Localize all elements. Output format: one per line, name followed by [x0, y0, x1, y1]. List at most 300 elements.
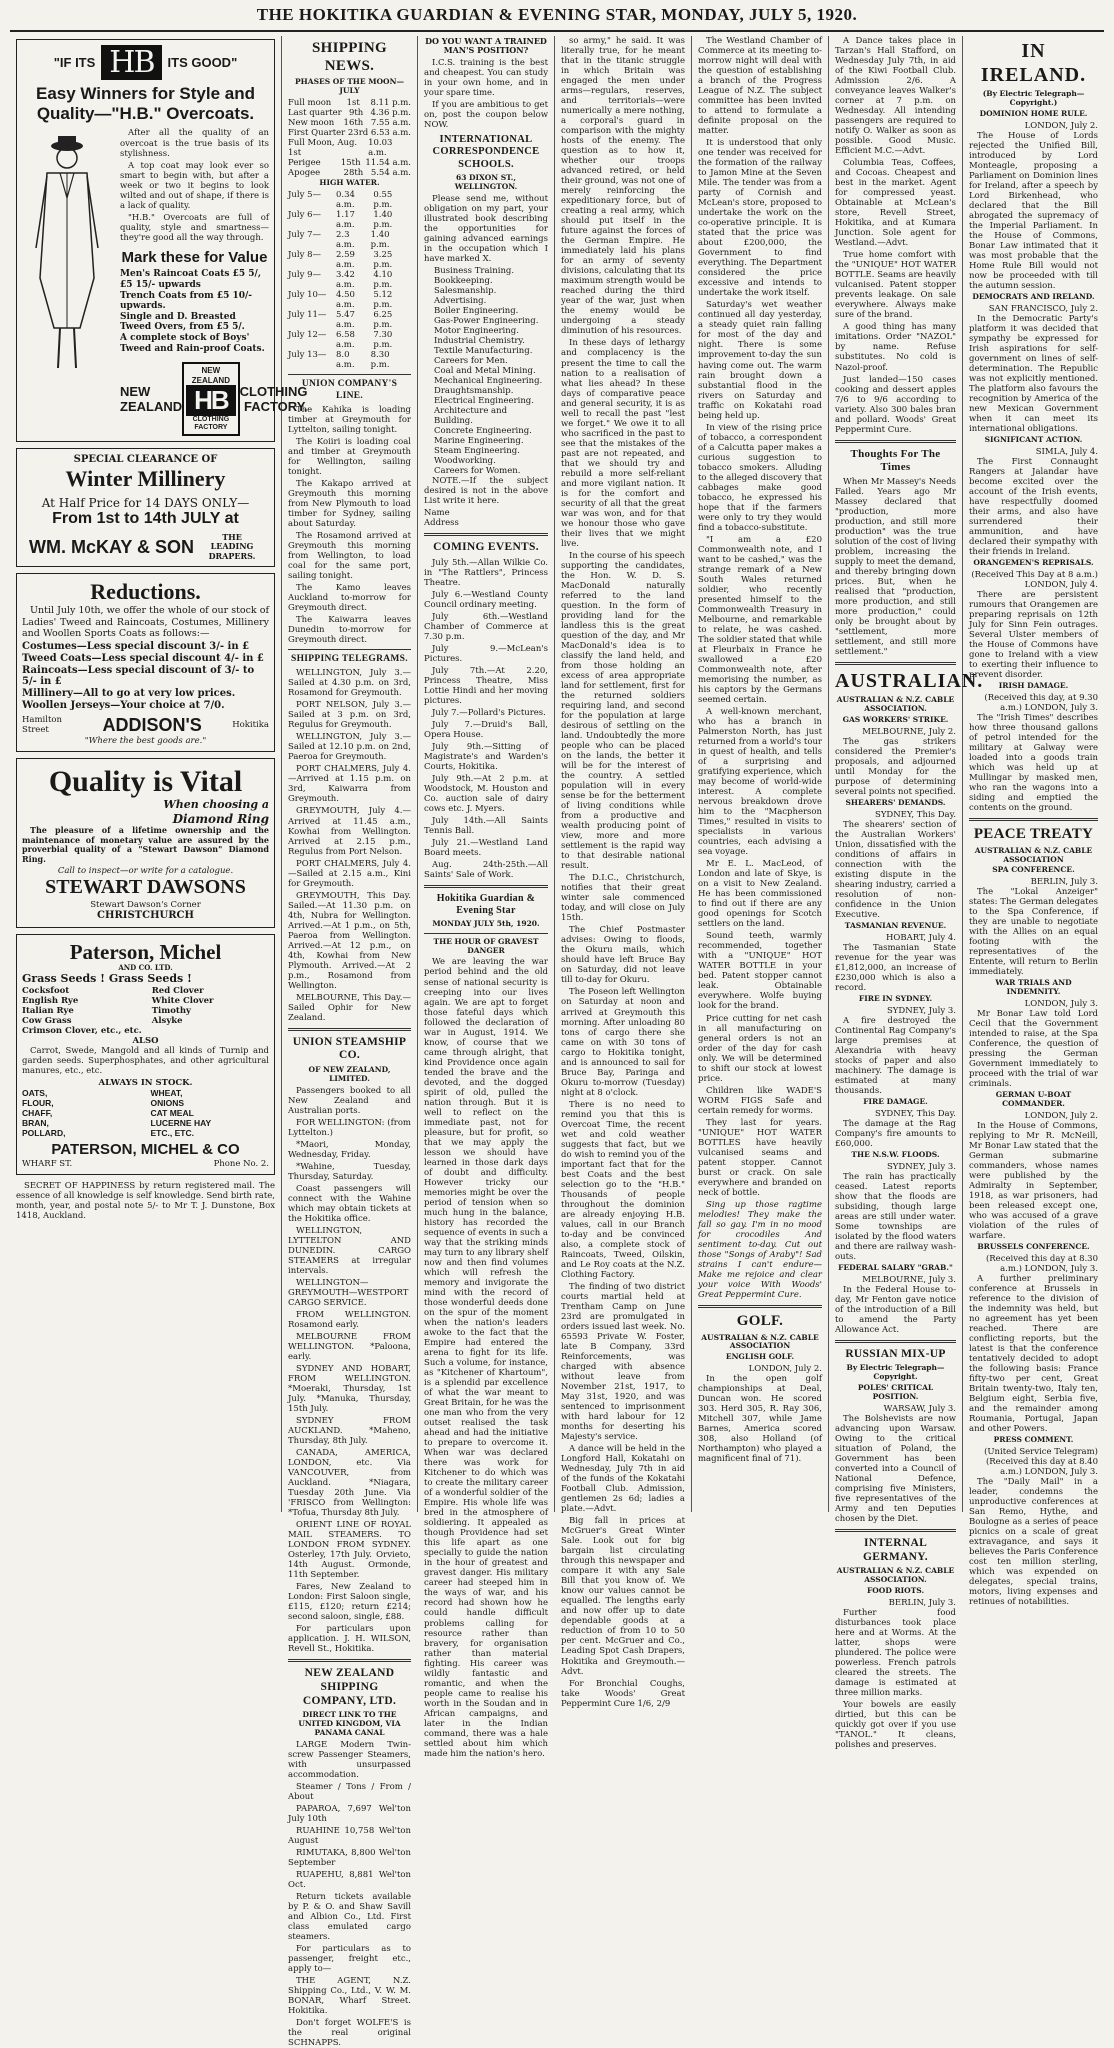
- story-date: SYDNEY, July 3.: [886, 1161, 956, 1172]
- moon-row: New moon 16th 7.55 a.m.: [288, 118, 411, 129]
- germany-sub: AUSTRALIAN & N.Z. CABLE ASSOCIATION.: [836, 1566, 955, 1584]
- news-paragraph: The D.I.C., Christchurch, notifies that their great winter sale commenced today, and will close on July 15th.: [561, 873, 685, 924]
- story-date: MELBOURNE, July 2.: [862, 726, 956, 737]
- course-item[interactable]: Woodworking.: [434, 456, 496, 467]
- stewart-dawson-ad: [16, 758, 275, 928]
- stock-item: FLOUR,: [22, 1097, 54, 1108]
- paterson-firm: Paterson, Michel: [69, 939, 222, 964]
- news-paragraph: The Westland Chamber of Commerce at its meeting to-morrow night will deal with the question of establishing a branch of the Progress League of N.Z. The subject committee has been invited to attend to formulate a definite proposal on the matter.: [698, 36, 822, 137]
- hb-title: Easy Winners for Style and Quality—"H.B." Overcoats.: [35, 84, 256, 124]
- peace-treaty-sub: AUSTRALIAN & N.Z. CABLE ASSOCIATION: [974, 845, 1093, 864]
- story-body: Mr Bonar Law told Lord Cecil that the Government intended to raise, at the Spa Conference, the question of pressing the German Government immediately to proceed with the trial of war criminals.: [969, 1009, 1098, 1090]
- news-verse: Sing up those ragtime melodies! They make the fall so gay. I'm in no mood for crocodiles And sentiment to-day. Cut out those "Songs of Araby"! Sad strains I can't endure—Make me rejoice and clear your voice With Woods' Great Peppermint Cure.: [698, 1199, 822, 1300]
- russian-title: POLES' CRITICAL POSITION.: [857, 1383, 934, 1401]
- nz-shipping-sub: DIRECT LINK TO THE UNITED KINGDOM, VIA PANAMA CANAL: [298, 1710, 401, 1737]
- event-item: July 21.—Westland Land Board meets.: [424, 838, 548, 859]
- steamship-item: CANADA, AMERICA, LONDON, etc. Via VANCOUVER, from Auckland. *Niagara, Tuesday 20th June. Via 'FRISCO from Wellington: *Tofua, Thursday 8th July.: [288, 1448, 411, 1519]
- germany-heading: INTERNAL GERMANY.: [863, 1536, 928, 1563]
- hb-overcoats-ad: [16, 39, 308, 442]
- paterson-carrots: Carrot, Swede, Mangold and all kinds of Turnip and garden seeds. Superphosphates, and other agricultural manures, etc., etc.: [22, 1045, 269, 1076]
- ireland-sub: (By Electric Telegraph—Copyright.): [982, 89, 1085, 108]
- moon-row: Full Moon, Aug. 1st 10.03 a.m.: [288, 138, 393, 159]
- ics-note: NOTE.—If the subject desired is not in the above List write it here.: [424, 476, 548, 507]
- quality-corner: Stewart Dawson's Corner: [90, 899, 201, 910]
- stock-item: WHEAT,: [150, 1087, 183, 1098]
- story-heading: THE N.S.W. FLOODS.: [851, 1149, 940, 1159]
- stock-item: BRAN,: [22, 1117, 49, 1128]
- seed-item: Alsyke: [151, 1015, 183, 1026]
- paterson-phone: Phone No. 2.: [213, 1158, 269, 1169]
- millinery-line-3: At Half Price for 14 DAYS ONLY—: [41, 496, 250, 511]
- steamship-item: ORIENT LINE OF ROYAL MAIL STEAMERS. TO LONDON FROM SYDNEY. Osterley, 17th July. Orvieto, 14th August. Ormonde, 11th September.: [288, 1520, 411, 1581]
- golf-title: ENGLISH GOLF.: [725, 1352, 795, 1362]
- paterson-co: AND CO. LTD.: [118, 963, 173, 973]
- seed-item: White Clover: [151, 995, 214, 1006]
- secret-of-happiness-ad: SECRET OF HAPPINESS by return registered mail. The essence of all knowledge is self knowledge. Send birth rate, month, year, and postal note 5/- to Mr T. J. Dunstone, Box 1418, Auckland.: [16, 1180, 275, 1221]
- hb-paragraph-3: "H.B." Overcoats are full of quality, style and smartness—they're good all the way through.: [120, 212, 269, 243]
- steamship-item: SYDNEY AND HOBART, FROM WELLINGTON. *Moeraki, Thursday, 1st July. *Manuka, Thursday, 15th July.: [288, 1364, 411, 1415]
- column-ics-editorial: [418, 36, 555, 1759]
- high-water-table: [288, 190, 411, 370]
- hb-badge-bottom: CLOTHING FACTORY: [192, 415, 230, 432]
- course-item[interactable]: Coal and Metal Mining.: [434, 366, 536, 377]
- columns: [10, 36, 1104, 2048]
- nz-shipping-item: RUAPEHU, 8,881 Wel'ton Oct.: [288, 1869, 411, 1890]
- news-paragraph: Big fall in prices at McGruer's Great Winter Sale. Look out for big bargain list circulating through this newspaper and compare it with any Sale Bill that you know of. We know our values cannot be equalled. The lengths early and now offer up to date dependable goods at a reduction of from 10 to 50 per cent. McGruer and Co., Leading Spot Cash Drapers, Hokitika and Greymouth.—Advt.: [561, 1516, 685, 1677]
- nz-shipping-item: For particulars as to passenger, freight etc., apply to—: [288, 1943, 411, 1975]
- hb-value-1: Men's Raincoat Coats £5 5/, £5 15/- upwards: [120, 269, 261, 290]
- story-heading: DOMINION HOME RULE.: [979, 108, 1088, 118]
- australian-heading: AUSTRALIAN.: [835, 669, 984, 692]
- event-item: July 9th.—At 2 p.m. at Woodstock, M. Houston and Co. auction sale of dairy cows etc. J. Myers.: [424, 774, 548, 815]
- reductions-firm: ADDISON'S: [102, 714, 202, 735]
- paterson-footer: PATERSON, MICHEL & CO: [51, 1140, 240, 1158]
- thoughts-heading: Thoughts For The Times: [850, 447, 941, 473]
- course-item[interactable]: Salesmanship.: [434, 285, 497, 296]
- telegram-item: WELLINGTON, July 3.—Sailed at 4.30 p.m. on 3rd, Rosamond for Greymouth.: [288, 668, 411, 699]
- stock-item: ETC., ETC.: [150, 1127, 194, 1138]
- news-paragraph: It is understood that only one tender was received for the formation of the railway to Jamon Mine at the Seven Mile. The tender was from a party of Cornish and McLean's store, proposed to undertake the work on the co-operative principle. It is stated that the price was about £200,000, the Government to find everything. The Department considered the price excessive and intends to undertake the work itself.: [698, 138, 822, 299]
- shipping-item: The Kamo leaves Auckland to-morrow for Greymouth direct.: [288, 582, 411, 614]
- story-body: The House of Lords rejected the Unified Bill, introduced by Lord Monteagle, proposing a Parliament on Dominion lines for Ireland, after a speech by Lord Birkenhead, who declared that the Bill abrogated the supremacy of the Imperial Parliament. In the House of Commons, Bonar Law intimated that it was most probable that the Home Rule Bill would not now be proceeded with till the autumn session.: [969, 130, 1098, 291]
- story-heading: SIGNIFICANT ACTION.: [984, 435, 1083, 445]
- story-body: The rain has practically ceased. Latest reports show that the floods are subsiding, though large areas are still under water. Some townships are isolated by the flood waters and there are railway wash-outs.: [835, 1171, 956, 1262]
- column-news-3: [829, 36, 984, 1750]
- wolfe-schnapps-ad: Don't forget WOLFE'S is the real original SCHNAPPS.: [288, 2018, 411, 2048]
- russian-date: WARSAW, July 3.: [883, 1403, 956, 1414]
- story-heading: TASMANIAN REVENUE.: [844, 921, 947, 931]
- seed-item: Cow Grass: [22, 1015, 72, 1026]
- tanol-ad: Your bowels are easily dirtied, but this can be quickly got over if you use "TANOL." It cleans, polishes and preserves.: [835, 1699, 956, 1750]
- paterson-also: ALSO: [132, 1035, 159, 1046]
- story-body: In the Federal House to-day, Mr Fenton gave notice of the introduction of a Bill to amend the Party Allowance Act.: [835, 1284, 956, 1335]
- news-paragraph: A good thing has many imitations. Order "NAZOL" by name. Refuse substitutes. No cold is Nazol-proof.: [835, 322, 956, 373]
- high-water-heading: HIGH WATER.: [319, 178, 380, 188]
- masthead: THE HOKITIKA GUARDIAN & EVENING STAR, MONDAY, JULY 5, 1920.: [10, 0, 1104, 32]
- steamship-item: For particulars upon application. J. H. WILSON, Revell St., Hokitika.: [288, 1624, 411, 1655]
- reductions-location-right: Hokitika: [232, 720, 269, 731]
- column-adverts: [10, 36, 308, 1512]
- high-water-row: July 11— 5.47 a.m. 6.25 p.m.: [288, 310, 393, 331]
- news-paragraph: so army," he said. It was literally true, for he meant that in the titanic struggle in which Britain was engaged the men under arms—regulars, reserves, and territorials—were numerically a mere nothing, a corporal's guard in comparison with the mighty hosts of the enemy. The question as to how it, whether our troops advanced retired, or held their ground, was not one of merely reinforcing the expeditionary force, but of creating a real army, which should put itself in the future against the forces of the German Empire. He immediately laid his plans for an army of seventy divisions, calculating that its maximum strength would be reached during the third year of the war, just when the enemy would be undergoing a steady diminution of his resources.: [561, 36, 686, 337]
- hb-paragraph-2: A top coat may look ever so smart to begin with, but after a week or two it begins to look wilted and out of shape, if there is a lack of quality.: [120, 160, 269, 211]
- story-date: SIMLA, July 4.: [1035, 446, 1098, 457]
- story-date: (Received this day, at 9.30 a.m.) LONDON, July 3.: [984, 692, 1098, 713]
- hb-value-4: A complete stock of Boys' Tweed and Rain-proof Coats.: [120, 333, 265, 354]
- banner-right: ITS GOOD": [167, 55, 238, 71]
- course-item[interactable]: Architecture and Building.: [434, 406, 508, 427]
- germany-body: Further food disturbances took place here and at Worms. At the latter, shops were plundered. The police were powerless. French patrols cleared the streets. The damage is estimated at three million marks.: [835, 1607, 956, 1698]
- course-item[interactable]: Careers for Women.: [434, 466, 521, 477]
- telegram-item: PORT NELSON, July 3.—Sailed at 3 p.m. on 3rd, Regulus for Greymouth.: [288, 700, 411, 731]
- hb-banner: [22, 45, 269, 80]
- nz-shipping-item: THE AGENT, N.Z. Shipping Co., Ltd., V. W. M. BONAR, Wharf Street. Hokitika.: [288, 1976, 411, 2017]
- nz-shipping-item: RUAHINE 10,758 Wel'ton August: [288, 1825, 411, 1846]
- telegram-item: WELLINGTON, July 3.—Sailed at 12.10 p.m. on 2nd, Paeroa for Greymouth.: [288, 732, 411, 763]
- reductions-location-left: Hamilton Street: [22, 715, 62, 736]
- ics-intro: I.C.S. training is the best and cheapest. You can study in your own home, and in your spare time.: [424, 57, 548, 98]
- news-paragraph: A Dance takes place in Tarzan's Hall Stafford, on Wednesday July 7th, in aid of the Kiwi Football Club. Admission 2/6. A conveyance leaves Walker's corner at 7 p.m. on Wednesday. All intending passengers are required to notify O. Walker as soon as possible. Good Music. Efficient M.C.—Advt.: [835, 36, 956, 157]
- course-item[interactable]: Business Training.: [434, 265, 515, 276]
- hb-footer: [120, 362, 308, 436]
- reductions-item-2: Tweed Coats—Less special discount 4/- in £: [22, 652, 264, 664]
- millinery-firm: WM. McKAY & SON: [28, 536, 195, 557]
- ics-body: Please send me, without obligation on my part, your illustrated book describing the opportunities for gaining advanced earnings in the occupation which I have marked X.: [424, 193, 548, 264]
- quality-body: The pleasure of a lifetime ownership and the maintenance of monetary value are assured by the proverbial quality of a "Stewart Dawson" Diamond Ring.: [22, 825, 269, 864]
- course-item[interactable]: Industrial Chemistry.: [434, 336, 525, 347]
- reductions-intro: Until July 10th, we offer the whole of our stock of Ladies' Tweed and Raincoats, Costumes, Millinery and Woollen Sports Coats as follows:—: [22, 605, 269, 639]
- course-item[interactable]: Bookkeeping.: [434, 275, 493, 286]
- ireland-heading: IN IRELAND.: [980, 40, 1087, 86]
- news-paragraph: The Poseon left Wellington on Saturday at noon and arrived at Greymouth this morning. After unloading 80 tons of cargo there she came on with 30 tons of cargo to Hokitika tonight, and is announced to sail for Bruce Bay, Paringa and Okuru to-morrow (Tuesday) night at 8 o'clock.: [561, 987, 685, 1098]
- course-item[interactable]: Steam Engineering.: [434, 446, 520, 457]
- thoughts-body: When Mr Massey's Needs Failed. Years ago Mr Massey declared that "production, more production, and still more production" was the true solution of the cost of living problem, increasing the supply to meet the demand, and thereby bringing down prices. But, when he realised that "production, more production, and still more production," could only be brought about by "settlement, more settlement, and still more settlement.": [835, 476, 956, 657]
- news-paragraph: They last for years. "UNIQUE" HOT WATER BOTTLES have heavily vulcanised seams and patent stopper. Cannot burst or crack. On sale everywhere and branded on neck of bottle.: [698, 1117, 822, 1198]
- seed-item: Italian Rye: [22, 1005, 74, 1016]
- moon-phases-table: [288, 98, 411, 178]
- seed-item: Red Clover: [151, 985, 204, 996]
- hb-mark: Mark these for Value: [121, 248, 268, 266]
- course-item[interactable]: Draughtsmanship.: [434, 386, 514, 397]
- column-news-1: [555, 36, 692, 1709]
- event-item: July 7.—Pollard's Pictures.: [432, 708, 546, 719]
- moon-row: Full moon 1st 8.11 p.m.: [288, 98, 411, 109]
- golf-date: LONDON, July 2.: [748, 1364, 822, 1375]
- news-paragraph: Children like WADE'S WORM FIGS Safe and certain remedy for worms.: [698, 1085, 822, 1116]
- nz-shipping-item: Steamer / Tons / From / About: [288, 1781, 411, 1802]
- reductions-item-4: Millinery—All to go at very low prices.: [22, 688, 236, 700]
- course-item[interactable]: Boiler Engineering.: [434, 305, 519, 316]
- news-paragraph: Sound teeth, warmly recommended, together with a "UNIQUE" HOT WATER BOTTLE in your bed. Patent stopper cannot leak. Obtainable everywhere. Wolfe buying look for the brand.: [698, 931, 822, 1012]
- moon-row: Apogee 28th 5.54 a.m.: [288, 168, 411, 179]
- union-steamship-sub: OF NEW ZEALAND, LIMITED.: [308, 1064, 391, 1083]
- germany-title: FOOD RIOTS.: [866, 1585, 925, 1595]
- shipping-item: The Koiiri is loading coal and timber at Greymouth for Wellington, sailing tonight.: [288, 436, 411, 477]
- seed-item: Crimson Clover, etc., etc.: [22, 1025, 142, 1036]
- steamship-item: WELLINGTON—GREYMOUTH—WESTPORT CARGO SERVICE.: [288, 1277, 409, 1308]
- event-item: July 7.—Druid's Ball, Opera House.: [424, 720, 548, 741]
- news-paragraph: There is no need to remind you that this is Overcoat Time, the recent wet and cold weather suggests that fact, but we do wish to remind you of the important fact that for the best Coats and the best selection go to the "H.B." Thousands of people throughout the dominion are already enjoying H.B. values, call in our Branch to-day and be convinced also, a complete stock of Raincoats, Tweed, Oilskin, and Le Roy coats at the N.Z. Clothing Factory.: [561, 1099, 685, 1280]
- story-heading: DEMOCRATS AND IRELAND.: [972, 291, 1095, 301]
- millinery-ad: [16, 448, 275, 567]
- news-paragraph: "I am a £20 Commonwealth note, and I want to be cashed," was the strange remark of a New South Wales returned soldier, who recently presented himself to the Commonwealth Treasury in Melbourne, and remarkable to relate, he was cashed. The soldier stated that while at Fleurbaix in France he swallowed a £20 Commonwealth note, after memorising the number, as his captors by the Germans seemed certain.: [698, 534, 822, 706]
- steamship-item: FOR WELLINGTON: (from Lyttelton.): [288, 1117, 411, 1138]
- column-news-2: [692, 36, 829, 1512]
- paterson-seed-list-left: [22, 986, 142, 1036]
- high-water-row: July 6— 1.17 a.m. 1.40 p.m.: [288, 210, 393, 231]
- steamship-item: *Maori, Monday, Wednesday, Friday.: [288, 1139, 411, 1160]
- hb-badge-logo: HB: [186, 385, 236, 416]
- quality-sub-2: Diamond Ring: [172, 812, 269, 827]
- reductions-item-1: Costumes—Less special discount 3/- in £: [22, 640, 250, 652]
- story-date: LONDON, July 2.: [1024, 120, 1098, 131]
- hb-footer-right: CLOTHING FACTORY.: [239, 383, 308, 415]
- news-paragraph: A well-known merchant, who has a branch in Palmerston North, has just returned from a world's tour in quest of health, and tells of a surprising and gratifying experience, which may become of world-wide interest. A complete nervous breakdown drove him to the "Macpherson Times," resulted in visits to specialists in various countries, each advising a sea voyage.: [698, 707, 822, 858]
- story-body: The First Connaught Rangers at Jalandar have become excited over the account of the Irish events, have respectfully doomed their arms, and also have surrendered their ammunition, and have declared their sympathy with their friends in Ireland.: [969, 456, 1098, 558]
- event-item: July 6.—Westland County Council ordinary meeting.: [424, 589, 548, 610]
- golf-heading: GOLF.: [736, 1312, 784, 1329]
- reductions-tagline: "Where the best goods are.": [84, 735, 207, 746]
- shipping-item: The Rosamond arrived at Greymouth this morning from Wellington, to load coal for the same port, sailing tonight.: [288, 530, 411, 581]
- quality-title: Quality is Vital: [48, 764, 243, 798]
- high-water-row: July 12— 6.58 a.m. 7.30 p.m.: [288, 330, 393, 351]
- paper-title: Hokitika Guardian & Evening Star: [436, 893, 536, 917]
- news-paragraph: True home comfort with the "UNIQUE" HOT WATER BOTTLE. Seams are heavily vulcanised. Patent stopper prevents leakage. On sale everywhere. Always make sure of the brand.: [835, 250, 956, 321]
- event-item: July 14th.—All Saints Tennis Ball.: [424, 816, 548, 837]
- quality-city: CHRISTCHURCH: [97, 909, 194, 921]
- high-water-row: July 13— 8.0 a.m. 8.30 p.m.: [288, 350, 390, 371]
- union-steamship-intro: Passengers booked to all New Zealand and Australian ports.: [288, 1085, 411, 1116]
- story-body: A further preliminary conference at Brussels in reference to the division of the indemnity was held, but no agreement has yet been reached. There are conflicting reports, but the latest is that the conference tentatively decided to adopt the following basis: France fifty-two per cent, Great Britain twenty-two, Italy ten, Belgium eight, Serbia five, and the remainder among Roumania, Portugal, Japan and other Powers.: [969, 1274, 1098, 1435]
- course-item[interactable]: Motor Engineering.: [434, 326, 519, 336]
- nz-shipping-item: RIMUTAKA, 8,800 Wel'ton September: [288, 1847, 411, 1868]
- news-paragraph: A dance will be held in the Longford Hall, Kokatahi on Wednesday, July 7th in aid of the funds of the Kokatahi Football Club. Admission, gentlemen 2s 6d; ladies a plate.—Advt.: [561, 1444, 685, 1515]
- story-body: The "Lokal Anzeiger" states: The German delegates to the Spa Conference, if they are unable to negotiate with the Allies on an equal footing with the representatives of the Entente, will return to Berlin immediately.: [969, 887, 1098, 978]
- story-heading: BRUSSELS CONFERENCE.: [977, 1242, 1090, 1252]
- story-date: (Received This Day at 8 a.m.) LONDON, July 4.: [971, 569, 1098, 590]
- story-date: SYDNEY, This Day.: [875, 1108, 956, 1119]
- shipping-telegrams-heading: SHIPPING TELEGRAMS.: [291, 654, 408, 665]
- quality-call: Call to inspect—or write for a catalogue.: [57, 866, 234, 877]
- paterson-seed-list-right: [152, 986, 269, 1036]
- ics-course-list: [424, 266, 548, 476]
- story-date: SYDNEY, This Day.: [875, 809, 956, 820]
- steamship-item: *Wahine, Tuesday, Thursday, Saturday.: [288, 1161, 411, 1182]
- story-heading: FIRE IN SYDNEY.: [858, 994, 933, 1004]
- story-heading: SPA CONFERENCE.: [992, 865, 1075, 875]
- story-date: BERLIN, July 3.: [1030, 877, 1098, 888]
- millinery-firm-sub: THE LEADING DRAPERS.: [208, 532, 256, 561]
- news-paragraph: Saturday's wet weather continued all day yesterday, a steady quiet rain falling for most of the day and night. There is some improvement to-day the sun having come out. The warm rain brought down a substantial flood in the rivers on Saturday and traffic on Kokatahi road being held up.: [698, 300, 822, 421]
- hb-value-3: Single and D. Breasted Tweed Overs, from £5 5/.: [120, 311, 245, 333]
- steamship-item: Coast passengers will connect with the Wahine which may obtain tickets at the Hokitika office.: [288, 1183, 411, 1224]
- course-item[interactable]: Careers for Men.: [434, 356, 508, 367]
- news-paragraph: The Chief Postmaster advises: Owing to floods, the Okuru mails, which should have left Bruce Bay on Saturday, did not leave till to-day for Okuru.: [561, 925, 685, 986]
- story-heading: IRISH DAMAGE.: [998, 681, 1069, 691]
- stock-item: LUCERNE HAY: [150, 1117, 212, 1128]
- paper-date: MONDAY JULY 5th, 1920.: [432, 918, 540, 928]
- golf-body: In the open golf championships at Deal, Duncan won. He scored 303. Herd 305, R. Ray 306, Mitchell 307, while Jame Barnes, America scored 308, also Holland (of Northampton) who played a magnificent final of 71).: [698, 1374, 822, 1465]
- telegram-item: MELBOURNE, This Day.—Sailed Ophir for New Zealand.: [288, 992, 411, 1023]
- news-paragraph: In the course of his speech supporting the candidates, the Hon. W. D. S. MacDonald naturally referred to the land question. In the form of providing land for the landless this is the great question of the day, and Mr MacDonald's idea is to classify the land held, and from those holding an excess of area appropriate land for settlement, first for the returned soldiers requiring land, and second for the population at large desirous of settling on the land. Undoubtedly the more people who can be placed on the lands, the better it will be for the interest of the country. A settled population will in every sense be for the betterment of living conditions while from a productive and wealth producing point of view, more and more settlement is the rapid way to that desirable national result.: [561, 550, 685, 872]
- nz-shipping-item: LARGE Modern Twin-screw Passenger Steamers, with unsurpassed accommodation.: [288, 1739, 411, 1780]
- news-paragraph: Price cutting for net cash in all manufacturing on general orders is not an order of the day for cash only. We will be determined to shift our stock at lowest price.: [698, 1013, 822, 1084]
- ics-intro-2: If you are ambitious to get on, post the coupon below NOW.: [424, 99, 548, 130]
- shipping-item: The Kaiwarra leaves Dunedin to-morrow for Greymouth direct.: [288, 615, 411, 646]
- story-date: SAN FRANCISCO, July 2.: [988, 303, 1098, 314]
- australian-sub: AUSTRALIAN & N.Z. CABLE ASSOCIATION.: [836, 695, 955, 714]
- course-item[interactable]: Mechanical Engineering.: [434, 376, 543, 387]
- event-item: July 9.—McLean's Pictures.: [424, 644, 548, 665]
- story-date: HOBART, July 4.: [885, 932, 956, 943]
- story-body: The "Daily Mail" in a leader, condemns the unproductive conferences at San Remo, Hythe, and Boulogne as a series of peace picnics on a scale of great extravagance, and says it believes the Paris Conference cost ten million sterling, which was expended on delegates, special trains, motors, living expenses and retinues of notabilities.: [969, 1477, 1098, 1608]
- stock-item: OATS,: [22, 1087, 48, 1098]
- story-heading: FEDERAL SALARY "GRAB.": [838, 1262, 953, 1272]
- seed-item: Timothy: [151, 1005, 191, 1016]
- telegram-item: GREYMOUTH, This Day. Sailed.—At 11.30 p.m. on 4th, Nubra for Wellington. Arrived.—At 1 p.m., on 5th, Paeroa from Wellington. Arrived.—At 12 p.m., on 4th, Kowhai from New Plymouth. Arrived.—At 2 p.m., Rosamond from Wellington.: [288, 890, 411, 991]
- high-water-row: July 5— 0.34 a.m. 0.55 p.m.: [288, 190, 393, 211]
- ics-name-field[interactable]: Name: [424, 508, 450, 519]
- story-body: The Tasmanian State revenue for the year was £1,812,000, an increase of £230,000 which is also a record.: [835, 942, 956, 993]
- news-paragraph: Just landed—150 cases cooking and dessert apples 7/6 to 9/6 according to variety. Also 300 bales bran and pollard. Woods' Great Peppermint Cure.: [835, 374, 956, 435]
- steamship-item: Fares, New Zealand to London: First Saloon single, £115, £120; return £214; second saloon, single, £88.: [288, 1582, 411, 1623]
- story-heading: SHEARERS' DEMANDS.: [845, 798, 946, 808]
- course-item[interactable]: Gas-Power Engineering.: [434, 315, 539, 326]
- ics-address: 63 DIXON ST., WELLINGTON.: [454, 173, 518, 191]
- peace-treaty-heading: PEACE TREATY: [973, 826, 1094, 843]
- golf-sub: AUSTRALIAN & N.Z. CABLE ASSOCIATION: [701, 1332, 819, 1351]
- banner-left: "IF ITS: [53, 55, 96, 71]
- story-body: The shearers' section of the Australian Workers' Union, dissatisfied with the conditions of affairs in connection with the existing dispute in the shearing industry, carried a resolution of non-confidence in the Union Executive.: [835, 819, 956, 921]
- stock-item: CAT MEAL: [150, 1107, 194, 1118]
- shipping-news-title: SHIPPING NEWS.: [312, 40, 387, 74]
- event-item: July 6th.—Westland Chamber of Commerce at 7.30 p.m.: [424, 611, 548, 642]
- ics-heading: DO YOU WANT A TRAINED MAN'S POSITION?: [425, 36, 547, 56]
- story-heading: PRESS COMMENT.: [993, 1435, 1074, 1445]
- man-in-overcoat-illustration: [22, 128, 112, 378]
- reductions-item-5: Woollen Jerseys—Your choice at 7/0.: [22, 699, 225, 711]
- nz-shipping-item: PAPAROA, 7,697 Wel'ton July 10th: [288, 1803, 411, 1824]
- editorial-heading: THE HOUR OF GRAVEST DANGER: [433, 936, 539, 955]
- moon-row: Last quarter 9th 4.36 p.m.: [288, 108, 411, 119]
- course-item[interactable]: Electrical Engineering.: [434, 396, 534, 407]
- story-date: (Received this day at 8.30 a.m.) LONDON, July 3.: [985, 1254, 1098, 1275]
- story-date: (United Service Telegram) (Received this day at 8.40 a.m.) LONDON, July 3.: [984, 1447, 1098, 1478]
- seed-item: English Rye: [22, 995, 79, 1006]
- shipping-item: The Kahika is loading timber at Greymouth for Lyttelton, sailing tonight.: [288, 404, 411, 435]
- russian-sub: By Electric Telegraph—Copyright.: [846, 1363, 945, 1382]
- russian-heading: RUSSIAN MIX-UP: [845, 1347, 946, 1360]
- course-item[interactable]: Concrete Engineering.: [434, 426, 532, 437]
- paterson-michel-ad: [16, 934, 275, 1175]
- news-paragraph: In these days of lethargy and complacency is the present the time to call the nation to a realisation of what lies ahead? In these days of comparative peace and general security, it is as well to recall the past "lest we forget." We owe it to all who sacrificed in the past to see that the mistakes of the past are not repeated, and that we should try and rebuild a more self-reliant and more vigilant nation. It is for the comfort and security of all that the great war was won, and for that we honour those who gave their lives that we might live.: [561, 338, 685, 549]
- story-heading: WAR TRIALS AND INDEMNITY.: [995, 978, 1072, 997]
- moon-row: First Quarter 23rd 6.53 a.m.: [288, 128, 411, 139]
- story-body: A fire destroyed the Continental Rag Company's large premises at Alexandria with heavy stocks of paper and also machinery. The damage is estimated at many thousands.: [835, 1015, 956, 1096]
- paterson-seeds: Grass Seeds ! Grass Seeds !: [22, 971, 192, 985]
- russian-body: The Bolshevists are now advancing upon Warsaw. Owing to the critical situation of Poland, the Government has been converted into a Council of National Defence, comprising five Ministers, five representatives of the Army and ten Deputies chosen by the Diet.: [835, 1413, 956, 1524]
- millinery-line-2: Winter Millinery: [65, 466, 226, 492]
- moon-phases-heading: PHASES OF THE MOON—JULY: [295, 77, 404, 96]
- quality-sub-1: When choosing a: [163, 798, 269, 812]
- stock-item: ONIONS: [150, 1097, 185, 1108]
- ics-address-field[interactable]: Address: [424, 518, 459, 529]
- nz-shipping-heading: NEW ZEALAND SHIPPING COMPANY, LTD.: [302, 1667, 397, 1707]
- course-item[interactable]: Marine Engineering.: [434, 436, 524, 447]
- event-item: Aug. 24th-25th.—All Saints' Sale of Work.: [424, 860, 548, 881]
- high-water-row: July 10— 4.50 a.m. 5.12 p.m.: [288, 290, 393, 311]
- hb-badge-top: NEW ZEALAND: [191, 366, 230, 385]
- editorial-body: We are leaving the war period behind and the old sense of national security is creeping into our lives again. We are apt to forget those fateful days which followed the declaration of war in August, 1914. We know, of course that we came through alright, that kind Providence once again tended the brave and the devoted, and the dogged spirit of old, pulled the nation through. But it is well to reflect on the immediate past, not for pleasure, but for profit, so that we may apply the lesson we should have learned in those dark days of doubt and difficulty. However tricky our memories might be over the period of tension when so much hung in the balance, history has recorded the sequence of events in such a way that the striking minds may turn to any library shelf now and then find volumes which will refresh the memory and invigorate the mind with the record of those wonderful deeds done on the spur of the moment when the nation's leaders awoke to the fact that the Empire had entered the arena to fight for its life. Such a volume, for instance, as "Kitchener of Khartoum", is a splendid par excellence of what the war meant to Great Britain, for he was the one man who from the very outset realised the task ahead and had the initiative to prepare to overcome it. When war was declared there was work for Kitchener to do which was to create the military career of a wonderful soldier of the Empire. His whole life was bred in the atmosphere of soldiering. It appealed as though Providence had set this life apart as one specially to guide the nation in the hour of greatest and gravest danger. His military career had steeped him in the ways of war, and his record had shown how he could handle difficult problems calling for resource rather than bravery, for organisation rather than material fighting. His career was wildly fantastic and romantic, and when the people came to realise his worth in the Soudan and in African campaigns, and later in the Indian command, there was a hale settled about him which made him the nation's hero.: [424, 957, 548, 1759]
- reductions-ad: [16, 573, 275, 752]
- story-body: In the House of Commons, replying to Mr R. McNeill, Mr Bonar Law stated that the German submarine commanders, whose names were published by the Admiralty in September, 1918, as war prisoners, had been released except one, who was accused of a grave violation of the rules of warfare.: [969, 1121, 1098, 1242]
- event-item: July 5th.—Allan Wilkie Co. in "The Rattlers", Princess Theatre.: [424, 557, 548, 588]
- story-heading: GERMAN U-BOAT COMMANDER.: [995, 1090, 1072, 1109]
- high-water-row: July 7— 2.3 a.m. 1.40 p.m.: [288, 230, 390, 251]
- story-date: LONDON, July 3.: [1024, 999, 1098, 1010]
- event-item: July 9th.—Sitting of Magistrate's and Warden's Courts, Hokitika.: [424, 742, 548, 773]
- millinery-line-4: From 1st to 14th JULY at: [52, 510, 239, 528]
- telegram-item: PORT CHALMERS, July 4.—Sailed at 2.15 a.m., Kini for Greymouth.: [288, 858, 411, 889]
- news-paragraph: For Bronchial Coughs, take Woods' Great Peppermint Cure 1/6, 2/9: [561, 1678, 685, 1709]
- shipping-item: The Kakapo arrived at Greymouth this morning from New Plymouth to load timber for Sydney, sailing about Saturday.: [288, 478, 411, 529]
- course-item[interactable]: Advertising.: [434, 295, 487, 306]
- telegram-item: GREYMOUTH, July 4.—Arrived at 11.45 a.m., Kowhai from Wellington. Arrived at 2.15 p.m., Regulus from Port Nelson.: [288, 806, 411, 857]
- paterson-seed-list: [22, 986, 269, 1036]
- telegram-item: PORT CHALMERS, July 4.—Arrived at 1.15 p.m. on 3rd, Kaiwarra from Greymouth.: [288, 764, 411, 805]
- story-date: MELBOURNE, July 3.: [862, 1274, 956, 1285]
- story-body: In the Democratic Party's platform it was decided that sympathy be expressed for Irish aspirations for self-government on lines of self-determination. The Republic was not explicitly mentioned. The platform also favours the recognition by America of the new Mexican Government when it can meet its international obligations.: [969, 313, 1098, 435]
- news-paragraph: Columbia Teas, Coffees, and Cocoas. Cheapest and best in the market. Agent for compressed yeast. Obtainable at McLean's store, Revell Street, Hokitika, and at Kumara Junction. Sole agent for Westland.—Advt.: [835, 158, 956, 249]
- column-ireland: [963, 36, 1104, 1608]
- seed-item: Cocksfoot: [22, 985, 70, 996]
- news-paragraph: Mr E. L. MacLeod, of London and late of Skye, is on a visit to New Zealand. He has been commissioned to find out if there are any good openings for Scotch settlers on the land.: [698, 859, 822, 930]
- story-body: The damage at the Rag Company's fire amounts to £60,000.: [835, 1118, 956, 1149]
- story-date: SYDNEY, July 3.: [886, 1005, 956, 1016]
- millinery-line-1: SPECIAL CLEARANCE OF: [73, 454, 218, 466]
- news-paragraph: In view of the rising price of tobacco, a correspondent of a Calcutta paper makes a curious suggestion to tobacco smokers. Alluding to the alleged discovery that cabbages make good tobacco, he expressed his hope that if the farmers were only to try they would find a tobacco-substitute.: [698, 422, 822, 533]
- steamship-item: MELBOURNE FROM WELLINGTON. *Paloona, early.: [288, 1331, 411, 1363]
- story-heading: ORANGEMEN'S REPRISALS.: [973, 558, 1094, 568]
- column-shipping: [282, 36, 418, 2048]
- hb-paragraph-1: After all the quality of an overcoat is the true basis of its stylishness.: [120, 128, 269, 159]
- high-water-row: July 9— 3.42 a.m. 4.10 p.m.: [288, 270, 393, 291]
- course-item[interactable]: Textile Manufacturing.: [434, 346, 533, 357]
- steamship-item: FROM WELLINGTON. Rosamond early.: [288, 1309, 411, 1330]
- stock-item: POLLARD,: [22, 1127, 66, 1138]
- hb-value-2: Trench Coats from £5 10/- upwards.: [120, 290, 253, 312]
- hb-footer-left: NEW ZEALAND: [120, 383, 183, 415]
- nz-shipping-item: Return tickets available by P. & O. and Shaw Savill and Albion Co., Ltd. First class emulated cargo steamers.: [288, 1891, 411, 1942]
- high-water-row: July 8— 2.59 a.m. 3.25 p.m.: [288, 250, 393, 271]
- event-item: July 7th.—At 2.20, Princess Theatre, Miss Lottie Hindi and her moving pictures.: [424, 666, 548, 707]
- stock-item: CHAFF,: [22, 1107, 53, 1118]
- story-heading: GAS WORKERS' STRIKE.: [842, 715, 949, 725]
- reductions-item-3: Raincoats—Less special discount of 3/- to 5/- in £: [22, 664, 255, 688]
- steamship-item: SYDNEY FROM AUCKLAND. *Maheno, Thursday, 8th July.: [288, 1416, 411, 1447]
- paterson-wharf: WHARF ST.: [22, 1158, 73, 1169]
- union-company-heading: UNION COMPANY'S LINE.: [301, 379, 398, 401]
- reductions-title: Reductions.: [90, 579, 201, 605]
- story-date: LONDON, July 2.: [1024, 1110, 1098, 1121]
- hb-badge: [182, 362, 240, 436]
- union-steamship-heading: UNION STEAMSHIP CO.: [292, 1035, 407, 1062]
- coming-events-heading: COMING EVENTS.: [433, 541, 539, 554]
- story-body: There are persistent rumours that Orangemen are preparing reprisals on 12th July for Sinn Fein outrages. Several Ulster members of the House of Commons have gone to Ireland with a view to exerting their influence to prevent disorder.: [969, 589, 1098, 681]
- steamship-item: WELLINGTON, LYTTELTON AND DUNEDIN. CARGO STEAMERS at irregular intervals.: [288, 1225, 411, 1276]
- story-body: The "Irish Times" describes how three thousand gallons of petrol intended for the military at Galway were loaded into a goods train which was held up at Mullingar by masked men, who ran the wagons into a siding and emptied the contents on the ground.: [969, 712, 1098, 814]
- germany-date: BERLIN, July 3.: [888, 1597, 956, 1608]
